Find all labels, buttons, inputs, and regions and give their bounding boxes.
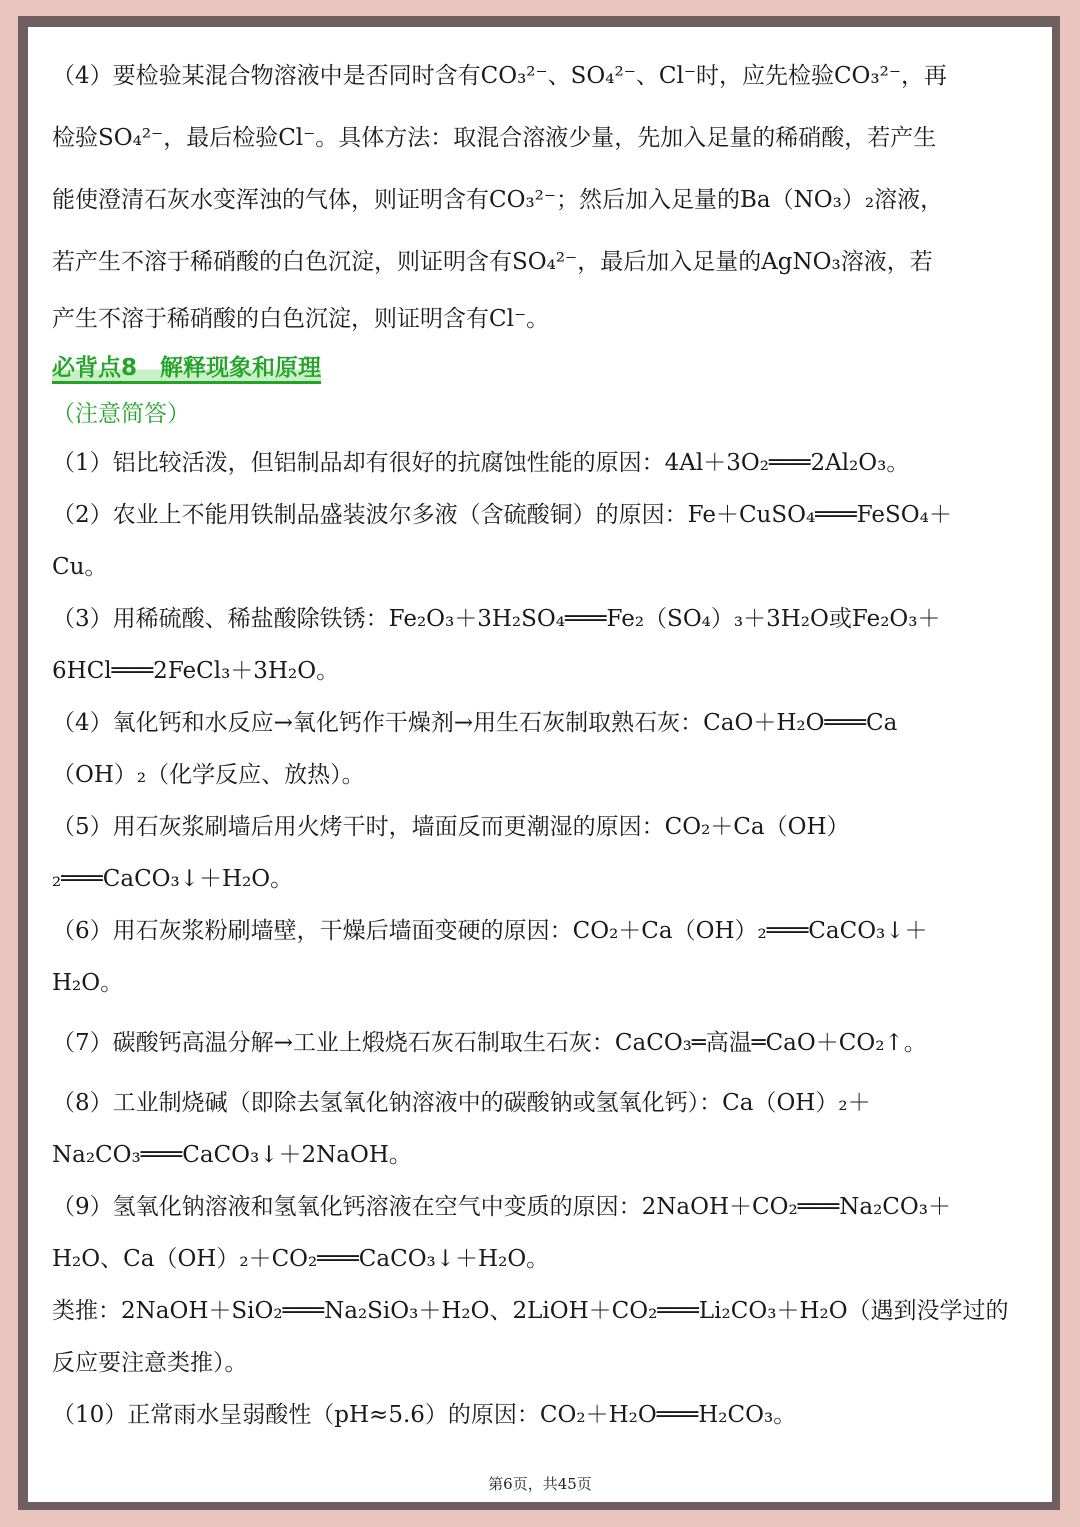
item-line: （10）正常雨水呈弱酸性（pH≈5.6）的原因：CO₂＋H₂O═══H₂CO₃。 <box>52 1402 797 1428</box>
item-line: （7）碳酸钙高温分解→工业上煅烧石灰石制取生石灰：CaCO₃═高温═CaO＋CO₂↑。 <box>52 1030 927 1056</box>
paragraph-line: 若产生不溶于稀硝酸的白色沉淀，则证明含有SO₄²⁻，最后加入足量的AgNO₃溶液，若 <box>52 249 933 275</box>
paragraph-line: 检验SO₄²⁻，最后检验Cl⁻。具体方法：取混合溶液少量，先加入足量的稀硝酸，若产生 <box>52 125 937 151</box>
item-line: （9）氢氧化钠溶液和氢氧化钙溶液在空气中变质的原因：2NaOH＋CO₂═══Na₂CO₃＋ <box>52 1194 951 1220</box>
item-line: （4）氧化钙和水反应→氧化钙作干燥剂→用生石灰制取熟石灰：CaO＋H₂O═══Ca <box>52 710 898 736</box>
item-line: H₂O。 <box>52 970 124 996</box>
item-line: 反应要注意类推）。 <box>52 1350 248 1376</box>
item-line: Cu。 <box>52 554 108 580</box>
section-heading-text: 必背点8 解释现象和原理 <box>52 355 321 384</box>
item-line: H₂O、Ca（OH）₂＋CO₂═══CaCO₃↓＋H₂O。 <box>52 1246 550 1272</box>
paragraph-line: （4）要检验某混合物溶液中是否同时含有CO₃²⁻、SO₄²⁻、Cl⁻时，应先检验CO₃²⁻，再 <box>52 63 947 89</box>
item-line: （OH）₂（化学反应、放热）。 <box>52 762 365 788</box>
item-line: （8）工业制烧碱（即除去氢氧化钠溶液中的碳酸钠或氢氧化钙）：Ca（OH）₂＋ <box>52 1090 871 1116</box>
item-line: （6）用石灰浆粉刷墙壁，干燥后墙面变硬的原因：CO₂＋Ca（OH）₂═══CaCO₃↓＋ <box>52 918 928 944</box>
item-line: ₂═══CaCO₃↓＋H₂O。 <box>52 866 294 892</box>
section-heading <box>52 345 1032 391</box>
item-line: （1）铝比较活泼，但铝制品却有很好的抗腐蚀性能的原因：4Al＋3O₂═══2Al₂O₃。 <box>52 450 910 476</box>
item-line: 类推：2NaOH＋SiO₂═══Na₂SiO₃＋H₂O、2LiOH＋CO₂═══Li₂CO₃＋H₂O（遇到没学过的 <box>52 1298 1009 1324</box>
item-line: Na₂CO₃═══CaCO₃↓＋2NaOH。 <box>52 1142 412 1168</box>
item-line: （3）用稀硫酸、稀盐酸除铁锈：Fe₂O₃＋3H₂SO₄═══Fe₂（SO₄）₃＋3H₂O或Fe₂O₃＋ <box>52 606 941 632</box>
item-line: （2）农业上不能用铁制品盛装波尔多液（含硫酸铜）的原因：Fe＋CuSO₄═══FeSO₄＋ <box>52 502 952 528</box>
page-number: 第6页，共45页 <box>488 1475 592 1493</box>
section-note: （注意简答） <box>52 401 190 427</box>
item-line: 6HCl═══2FeCl₃＋3H₂O。 <box>52 658 340 684</box>
document-page <box>28 27 1052 1502</box>
paragraph-line: 能使澄清石灰水变浑浊的气体，则证明含有CO₃²⁻；然后加入足量的Ba（NO₃）₂溶液， <box>52 187 944 213</box>
page-content <box>52 27 1032 1441</box>
paragraph-line: 产生不溶于稀硝酸的白色沉淀，则证明含有Cl⁻。 <box>52 306 550 332</box>
item-line: （5）用石灰浆刷墙后用火烤干时，墙面反而更潮湿的原因：CO₂＋Ca（OH） <box>52 814 850 840</box>
